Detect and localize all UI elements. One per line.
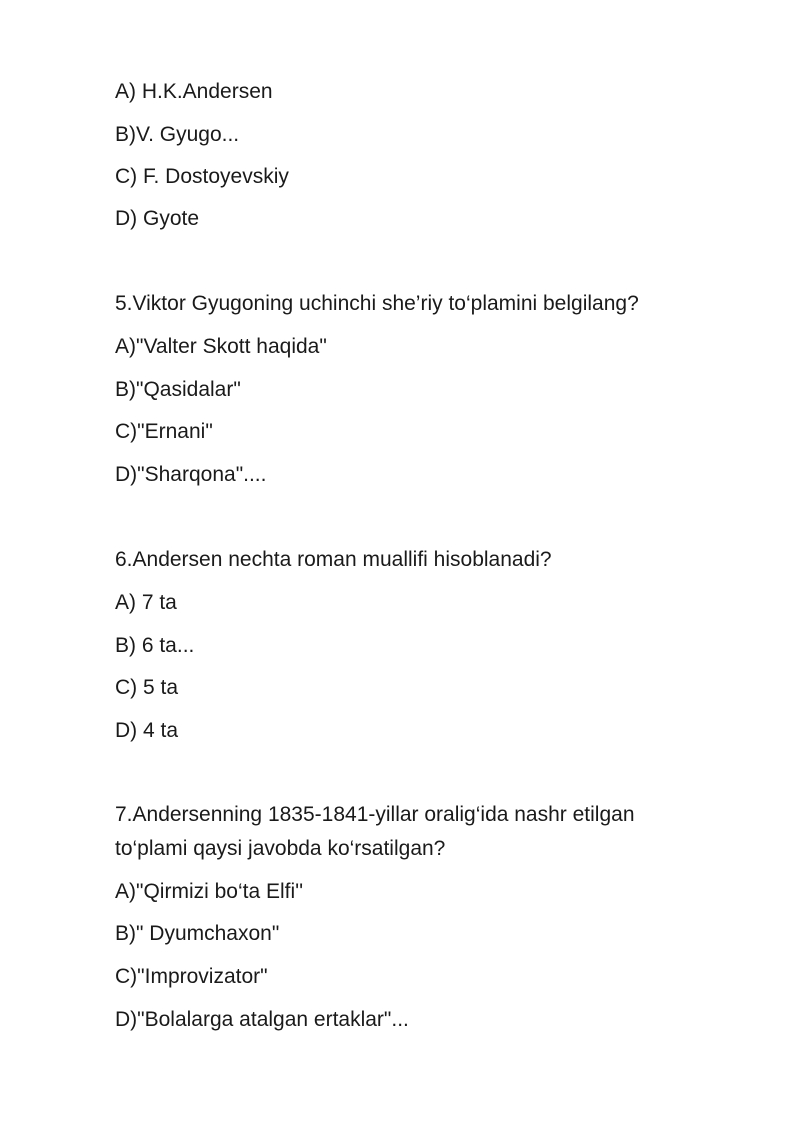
question-5-text: 5.Viktor Gyugoning uchinchi she’riy to‘plamini belgilang? xyxy=(115,292,639,315)
question-6-option-a: A) 7 ta xyxy=(115,591,177,614)
question-7-text: 7.Andersenning 1835-1841-yillar oralig‘ida nashr etilgan to‘plami qaysi javobda ko‘rsatilgan? xyxy=(115,803,635,860)
question-7-option-a: A)"Qirmizi bo‘ta Elfi'' xyxy=(115,880,304,903)
question-5-option-b: B)"Qasidalar" xyxy=(115,378,241,401)
question-7-option-c: C)"Improvizator" xyxy=(115,965,268,988)
question-6-option-c: C) 5 ta xyxy=(115,676,179,699)
question-5-option-d: D)"Sharqona".... xyxy=(115,463,267,486)
question-7-option-d: D)"Bolalarga atalgan ertaklar"... xyxy=(115,1008,409,1031)
question-5-option-c: C)"Ernani" xyxy=(115,420,213,443)
option-b: B)V. Gyugo... xyxy=(115,123,240,146)
question-6-option-d: D) 4 ta xyxy=(115,719,179,742)
question-7-option-b: B)" Dyumchaxon" xyxy=(115,922,280,945)
question-6-text: 6.Andersen nechta roman muallifi hisoblanadi? xyxy=(115,548,552,571)
option-d: D) Gyote xyxy=(115,207,200,230)
option-c: C) F. Dostoyevskiy xyxy=(115,165,289,188)
question-5-option-a: A)"Valter Skott haqida" xyxy=(115,335,327,358)
question-6-option-b: B) 6 ta... xyxy=(115,634,195,657)
option-a: A) H.K.Andersen xyxy=(115,80,273,103)
